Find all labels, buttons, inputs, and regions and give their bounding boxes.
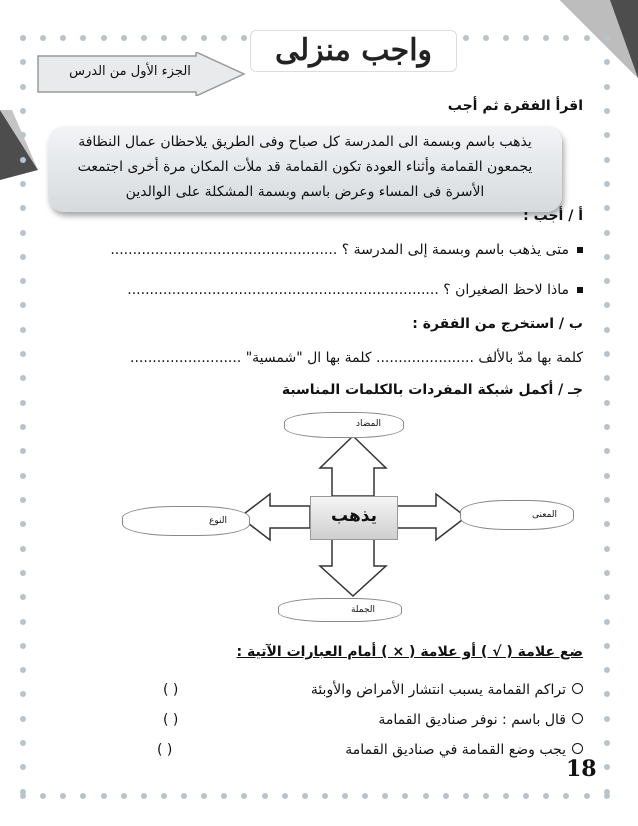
dot-border-right	[604, 35, 610, 795]
border-dot	[20, 327, 26, 333]
border-dot	[604, 254, 610, 260]
border-dot	[604, 740, 610, 746]
border-dot	[604, 230, 610, 236]
border-dot	[20, 667, 26, 673]
border-dot	[604, 35, 610, 41]
border-dot	[543, 35, 549, 41]
border-dot	[463, 35, 469, 41]
border-dot	[20, 764, 26, 770]
border-dot	[604, 716, 610, 722]
border-dot	[20, 619, 26, 625]
statement-2: قال باسم : نوفر صناديق القمامة ( )	[163, 712, 583, 728]
border-dot	[121, 793, 127, 799]
border-dot	[584, 35, 590, 41]
border-dot	[20, 181, 26, 187]
border-dot	[20, 740, 26, 746]
border-dot	[584, 793, 590, 799]
border-dot	[604, 424, 610, 430]
border-dot	[604, 132, 610, 138]
border-dot	[604, 302, 610, 308]
border-dot	[101, 35, 107, 41]
border-dot	[20, 448, 26, 454]
web-node-top: المضاد	[284, 412, 404, 438]
border-dot	[20, 351, 26, 357]
border-dot	[80, 793, 86, 799]
border-dot	[543, 793, 549, 799]
border-dot	[563, 35, 569, 41]
border-dot	[20, 497, 26, 503]
web-node-left: النوع	[122, 506, 250, 536]
answer-blank-2[interactable]: ( )	[163, 712, 179, 728]
lesson-part-tab-label: الجزء الأول من الدرس	[69, 64, 191, 79]
border-dot	[604, 691, 610, 697]
border-dot	[20, 473, 26, 479]
border-dot	[604, 205, 610, 211]
border-dot	[181, 793, 187, 799]
border-dot	[20, 691, 26, 697]
border-dot	[20, 84, 26, 90]
border-dot	[20, 108, 26, 114]
web-center-word: يذهب	[310, 496, 398, 540]
border-dot	[20, 570, 26, 576]
page-number: 18	[566, 756, 597, 782]
border-dot	[20, 716, 26, 722]
circle-bullet-icon	[572, 743, 583, 754]
border-dot	[342, 793, 348, 799]
border-dot	[20, 205, 26, 211]
border-dot	[604, 84, 610, 90]
border-dot	[463, 793, 469, 799]
border-dot	[483, 793, 489, 799]
border-dot	[604, 570, 610, 576]
bottom-left-corner-fold	[0, 110, 38, 180]
border-dot	[523, 35, 529, 41]
statement-1: تراكم القمامة يسبب انتشار الأمراض والأوبئة ( )	[163, 682, 583, 698]
dot-border-bottom	[20, 793, 610, 799]
border-dot	[262, 793, 268, 799]
border-dot	[181, 35, 187, 41]
border-dot	[563, 793, 569, 799]
passage-line-3: الأسرة فى المساء وعرض باسم وبسمة المشكلة على الوالدين	[125, 184, 485, 200]
circle-bullet-icon	[572, 713, 583, 724]
border-dot	[604, 473, 610, 479]
section-a-heading: أ / أجب :	[523, 208, 583, 224]
border-dot	[221, 35, 227, 41]
border-dot	[221, 793, 227, 799]
circle-bullet-icon	[572, 683, 583, 694]
border-dot	[141, 793, 147, 799]
border-dot	[604, 181, 610, 187]
section-a-question-2: ماذا لاحظ الصغيران ؟ ......................................................................	[127, 282, 583, 298]
border-dot	[503, 35, 509, 41]
border-dot	[101, 793, 107, 799]
border-dot	[161, 35, 167, 41]
border-dot	[604, 375, 610, 381]
border-dot	[604, 667, 610, 673]
statement-3: يجب وضع القمامة في صناديق القمامة ( )	[157, 742, 583, 758]
border-dot	[382, 793, 388, 799]
border-dot	[20, 546, 26, 552]
section-b-heading: ب / استخرج من الفقرة :	[412, 316, 583, 332]
border-dot	[20, 643, 26, 649]
border-dot	[604, 789, 610, 795]
page-title: واجب منزلى	[250, 30, 457, 72]
border-dot	[282, 793, 288, 799]
answer-blank-1[interactable]: ( )	[163, 682, 179, 698]
border-dot	[362, 793, 368, 799]
web-node-right: المعنى	[460, 500, 574, 530]
border-dot	[20, 132, 26, 138]
instruction-read: اقرأ الفقرة ثم أجب	[447, 98, 583, 114]
border-dot	[141, 35, 147, 41]
border-dot	[402, 793, 408, 799]
border-dot	[604, 497, 610, 503]
border-dot	[20, 375, 26, 381]
border-dot	[604, 448, 610, 454]
border-dot	[302, 793, 308, 799]
border-dot	[523, 793, 529, 799]
bullet-icon	[577, 247, 583, 253]
border-dot	[20, 157, 26, 163]
border-dot	[604, 594, 610, 600]
border-dot	[20, 521, 26, 527]
border-dot	[201, 793, 207, 799]
border-dot	[443, 793, 449, 799]
border-dot	[60, 35, 66, 41]
border-dot	[20, 789, 26, 795]
section-d-heading: ضع علامة ( √ ) أو علامة ( × ) أمام العبارات الآتية :	[236, 644, 583, 660]
dot-border-left	[20, 35, 26, 795]
border-dot	[604, 278, 610, 284]
border-dot	[423, 793, 429, 799]
border-dot	[20, 35, 26, 41]
border-dot	[604, 351, 610, 357]
border-dot	[161, 793, 167, 799]
border-dot	[604, 157, 610, 163]
border-dot	[322, 793, 328, 799]
border-dot	[503, 793, 509, 799]
border-dot	[20, 302, 26, 308]
border-dot	[604, 521, 610, 527]
border-dot	[483, 35, 489, 41]
section-c-heading: جـ / أكمل شبكة المفردات بالكلمات المناسبة	[281, 382, 583, 398]
border-dot	[60, 793, 66, 799]
border-dot	[201, 35, 207, 41]
border-dot	[604, 327, 610, 333]
web-node-bottom: الجملة	[278, 598, 402, 622]
border-dot	[20, 400, 26, 406]
border-dot	[20, 424, 26, 430]
border-dot	[80, 35, 86, 41]
border-dot	[604, 764, 610, 770]
border-dot	[604, 546, 610, 552]
passage-line-1: يذهب باسم وبسمة الى المدرسة كل صباح وفى الطريق يلاحظان عمال النظافة	[78, 134, 532, 150]
border-dot	[20, 278, 26, 284]
border-dot	[20, 59, 26, 65]
border-dot	[604, 108, 610, 114]
border-dot	[20, 254, 26, 260]
bullet-icon	[577, 287, 583, 293]
reading-passage	[48, 126, 562, 212]
answer-blank-3[interactable]: ( )	[157, 742, 173, 758]
border-dot	[241, 35, 247, 41]
border-dot	[604, 400, 610, 406]
border-dot	[20, 230, 26, 236]
border-dot	[20, 594, 26, 600]
border-dot	[241, 793, 247, 799]
border-dot	[604, 643, 610, 649]
border-dot	[121, 35, 127, 41]
section-b-line: كلمة بها مدّ بالألف ...................... كلمة بها ال "شمسية" .........................	[130, 350, 583, 366]
passage-line-2: يجمعون القمامة وأثناء العودة تكون القمامة قد ملأت المكان مرة أخرى اجتمعت	[77, 159, 533, 175]
border-dot	[604, 619, 610, 625]
border-dot	[604, 59, 610, 65]
border-dot	[40, 35, 46, 41]
border-dot	[40, 793, 46, 799]
section-a-question-1: متى يذهب باسم وبسمة إلى المدرسة ؟ ...................................................	[110, 242, 583, 258]
